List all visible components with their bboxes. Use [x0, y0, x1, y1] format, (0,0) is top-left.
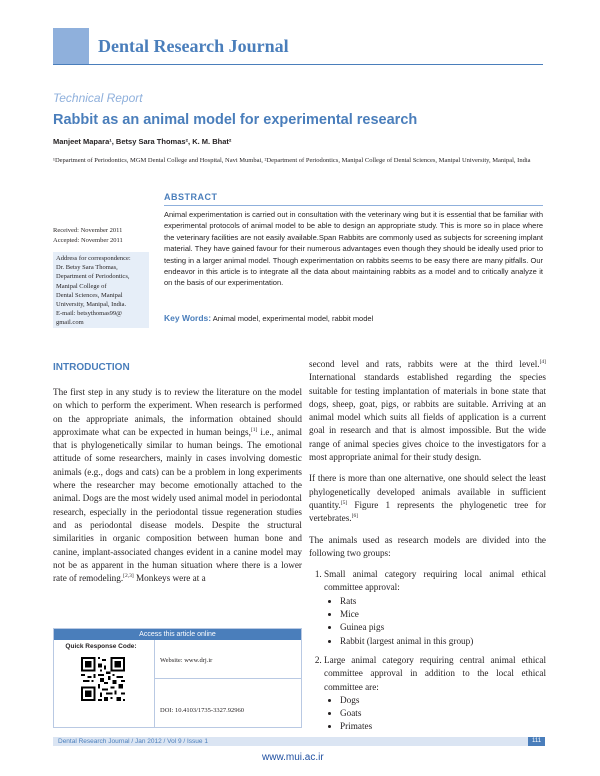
- correspondence-email[interactable]: E-mail: betsythomas99@: [56, 310, 123, 318]
- website-link[interactable]: Website: www.drj.ir: [160, 657, 213, 664]
- access-article-box: [53, 628, 302, 728]
- citation[interactable]: [1]: [250, 426, 258, 433]
- list-item: • Rats: [340, 595, 546, 608]
- paragraph: The animals used as research models are divided into the following two groups:: [309, 534, 546, 558]
- list-item: • Goats: [340, 707, 546, 720]
- section-label: Technical Report: [53, 91, 143, 105]
- doi-link[interactable]: DOI: 10.4103/1735-3327.92960: [160, 707, 244, 714]
- qr-code-icon[interactable]: [81, 657, 125, 701]
- keywords-values: Animal model, experimental model, rabbit model: [212, 314, 374, 323]
- group-item: 1. Small animal category requiring local animal ethical committee approval: • Rats • Mice • Guinea pigs • Rabbit (largest animal in this group): [324, 568, 546, 648]
- affiliation: ¹Department of Periodontics, MGM Dental College and Hospital, Navi Mumbai, ²Department of Periodontics, Manipal College of Dental Sciences, Manipal University, Manipal, India: [53, 157, 531, 164]
- correspondence-email[interactable]: gmail.com: [56, 319, 84, 327]
- authors: Manjeet Mapara¹, Betsy Sara Thomas², K. M. Bhat²: [53, 137, 232, 146]
- correspondence-line: Manipal College of: [56, 282, 107, 290]
- accepted-date: Accepted: November 2011: [53, 237, 123, 244]
- left-column: [53, 386, 302, 593]
- correspondence-line: Dr. Betsy Sara Thomas,: [56, 264, 118, 272]
- abstract-heading: ABSTRACT: [164, 192, 218, 202]
- journal-name: Dental Research Journal: [98, 36, 289, 56]
- article-title: Rabbit as an animal model for experimental research: [53, 112, 418, 128]
- correspondence-box: [53, 252, 149, 328]
- dates: [53, 226, 123, 246]
- list-item: • Rabbit (largest animal in this group): [340, 635, 546, 648]
- abstract-text: Animal experimentation is carried out in consultation with the veterinary wing but it is essential that be familiar with experimental protocols of animal model to be able to design an appropriate study. This is more so in place where the veterinary facilities are not easily available.Span Rabbits are commonly used as subjects for screening implant material. They have gained favour for their numerous advantages even though they should be ideally used prior to testing in a larger animal model. Though experimentation on rabbits seems to be easy there are many pitfalls. Our endeavor in this article is to integrate all the data about maintaining rabbits as a model and to critically analyze it on the basis of our experimentation.: [164, 210, 543, 288]
- right-column: [309, 358, 546, 740]
- keywords-label: Key Words:: [164, 313, 212, 323]
- abstract-rule: [164, 205, 543, 206]
- animal-groups-list: [309, 568, 546, 734]
- list-item: • Dogs: [340, 694, 546, 707]
- page-number: 111: [528, 737, 545, 746]
- citation[interactable]: [5]: [340, 499, 348, 506]
- received-date: Received: November 2011: [53, 227, 123, 234]
- qr-label: Quick Response Code:: [65, 643, 137, 650]
- divider: [154, 640, 155, 728]
- source-url[interactable]: www.mui.ac.ir: [262, 752, 324, 763]
- header-rule: [53, 64, 543, 65]
- citation[interactable]: [4]: [539, 358, 546, 365]
- list-item: • Guinea pigs: [340, 621, 546, 634]
- correspondence-line: University, Manipal, India.: [56, 301, 127, 309]
- access-heading: Access this article online: [54, 629, 301, 640]
- correspondence-label: Address for correspondence:: [56, 255, 131, 262]
- introduction-heading: INTRODUCTION: [53, 362, 130, 373]
- intro-paragraph: The first step in any study is to review the literature on the model on which to perform the experiment. When research is performed on the appropriate animals, the information obtained should approximate what can be expected in human beings,[1] i.e., animal that is phylogenetically similar to human beings. The emotional attitude of some researchers, mainly in cases involving domestic animals (e.g., dogs and cats) can be a problem in long experiments where the researcher may become emotionally attached to the animal. Dogs are the most widely used animal model in periodontal research, especially in the periodontal tissue regeneration studies and as periodontal disease models. Despite the structural similarities in organic composition between human bone and canine, implant-associated changes evident in a canine model may not be as apparent in the human situation where there is a lower rate of remodeling.[2,3] Monkeys were at a: [53, 387, 303, 584]
- list-item: • Mice: [340, 608, 546, 621]
- divider: [154, 678, 302, 679]
- correspondence-line: Department of Periodontics,: [56, 273, 130, 281]
- footer-citation: Dental Research Journal / Jan 2012 / Vol 9 / Issue 1: [58, 738, 208, 745]
- keywords: [164, 313, 543, 323]
- citation[interactable]: [2,3]: [123, 573, 134, 580]
- list-item: • Primates: [340, 720, 546, 733]
- group-item: 2. Large animal category requiring central animal ethical committee approval in addition to the local ethical committee are: • Dogs • Goats • Primates: [324, 654, 546, 734]
- paragraph: second level and rats, rabbits were at the third level.[4] International standards established regarding the species suitable for testing implantation of materials in bone state that dogs, sheep, goat, pigs, or rabbits are suitable. Arriving at an animal model which suits all fields of application is a current goal in research and that is almost impossible. But the wide range of animal species gives choice to the investigators for a most appropriate animal for their study design.: [309, 358, 546, 463]
- citation[interactable]: [6]: [351, 513, 359, 520]
- correspondence-line: Dental Sciences, Manipal: [56, 291, 123, 299]
- paragraph: If there is more than one alternative, one should select the least phylogenetically developed animals available in sufficient quantity.[5] Figure 1 represents the phylogenetic tree for vertebrates.[6]: [309, 473, 546, 524]
- journal-logo-block: [53, 28, 89, 64]
